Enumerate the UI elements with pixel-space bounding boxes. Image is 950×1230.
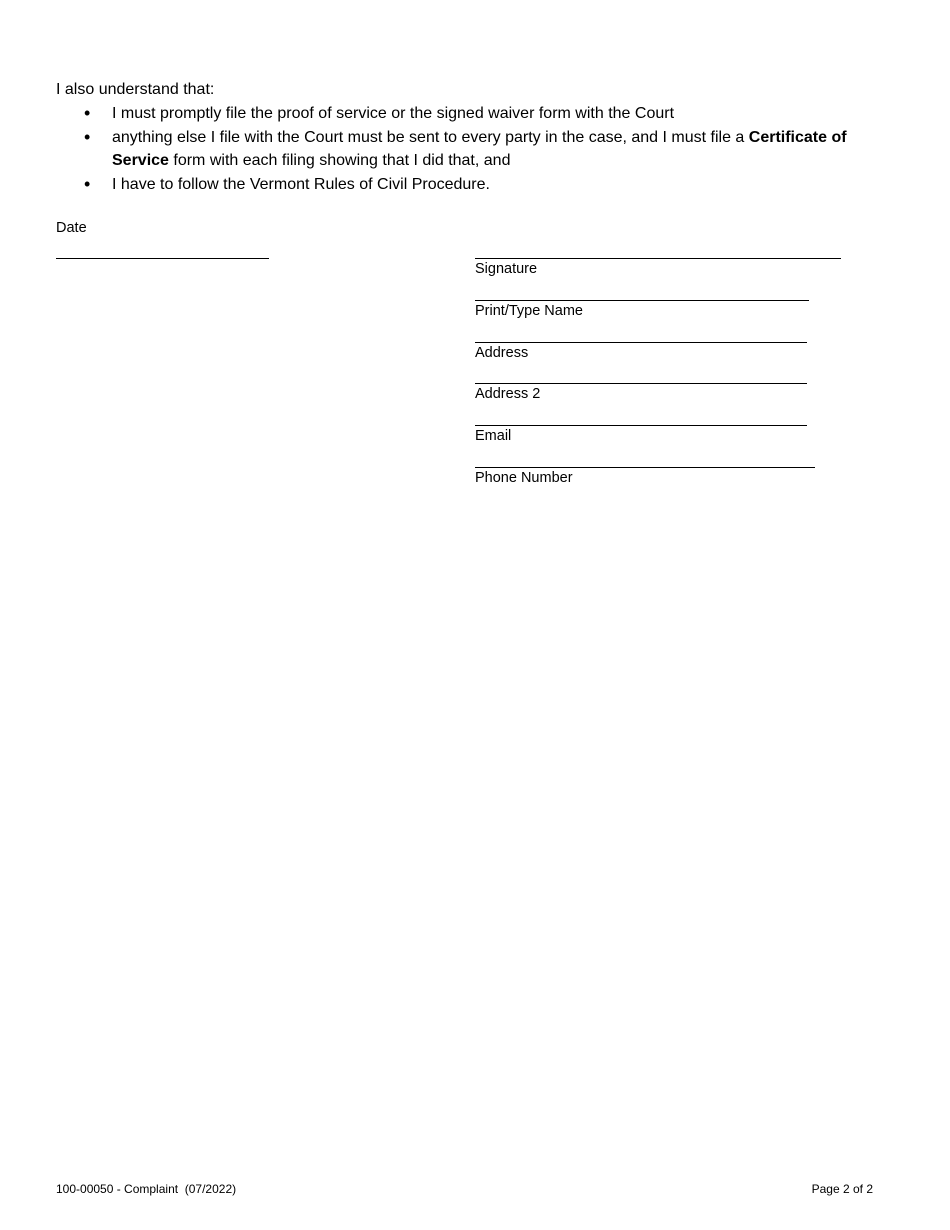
- email-line[interactable]: [475, 425, 807, 426]
- list-item: • anything else I file with the Court must be sent to every party in the case, and I must file a Certificate of Service form with each filing showing that I did that, and: [112, 126, 892, 173]
- understanding-list: [112, 102, 892, 196]
- phone-line[interactable]: [475, 467, 815, 468]
- print-name-label: Print/Type Name: [475, 303, 583, 319]
- address2-line[interactable]: [475, 383, 807, 384]
- footer-page-number: Page 2 of 2: [811, 1182, 873, 1196]
- intro-text: I also understand that:: [56, 81, 215, 98]
- list-item: • I have to follow the Vermont Rules of Civil Procedure.: [112, 173, 892, 197]
- phone-label: Phone Number: [475, 470, 573, 486]
- email-label: Email: [475, 428, 512, 444]
- signature-line[interactable]: [475, 258, 841, 259]
- address-line[interactable]: [475, 342, 807, 343]
- date-label: Date: [56, 220, 87, 236]
- print-name-line[interactable]: [475, 300, 809, 301]
- certificate-of-service-term: Certificate of Service: [112, 128, 847, 169]
- footer-form-id: 100-00050 - Complaint (07/2022): [56, 1182, 237, 1196]
- signature-label: Signature: [475, 261, 538, 277]
- list-item: • I must promptly file the proof of service or the signed waiver form with the Court: [112, 102, 892, 126]
- address2-label: Address 2: [475, 386, 541, 402]
- date-line[interactable]: [56, 258, 269, 259]
- address-label: Address: [475, 345, 529, 361]
